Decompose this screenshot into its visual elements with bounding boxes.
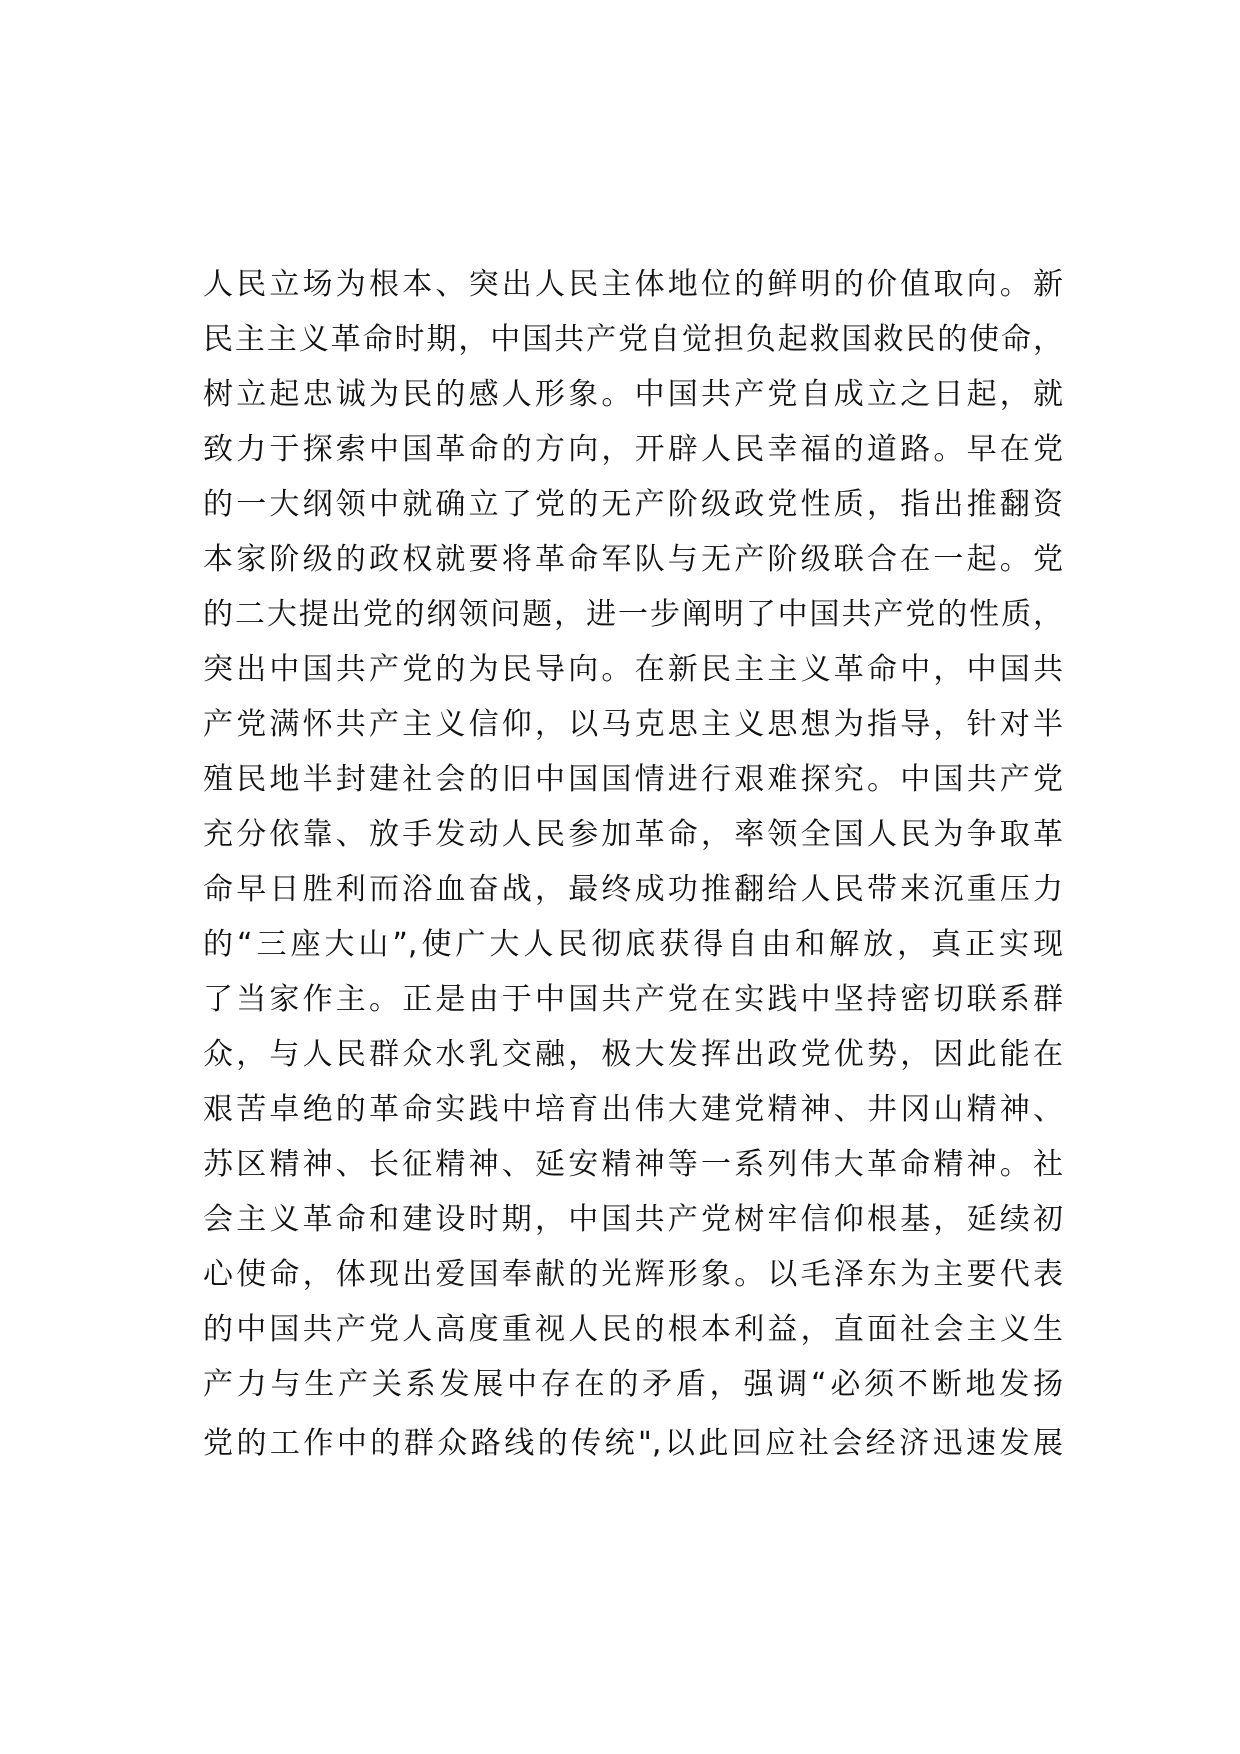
text-line: 的“三座大山”,使广大人民彻底获得自由和解放，真正实现: [203, 927, 1063, 962]
text-line: 致力于探索中国革命的方向，开辟人民幸福的道路。早在党: [203, 432, 1063, 467]
text-line: 党的工作中的群众路线的传统",以此回应社会经济迅速发展: [203, 1426, 1063, 1461]
text-line: 产党满怀共产主义信仰，以马克思主义思想为指导，针对半: [203, 707, 1063, 742]
text-line: 殖民地半封建社会的旧中国国情进行艰难探究。中国共产党: [203, 762, 1063, 797]
text-line: 本家阶级的政权就要将革命军队与无产阶级联合在一起。党: [203, 542, 1063, 577]
text-line: 了当家作主。正是由于中国共产党在实践中坚持密切联系群: [203, 982, 1063, 1017]
text-line: 的中国共产党人高度重视人民的根本利益，直面社会主义生: [203, 1312, 1063, 1347]
text-line: 心使命，体现出爱国奉献的光辉形象。以毛泽东为主要代表: [203, 1257, 1063, 1292]
text-line: 会主义革命和建设时期，中国共产党树牢信仰根基，延续初: [203, 1202, 1063, 1237]
text-line: 艰苦卓绝的革命实践中培育出伟大建党精神、井冈山精神、: [203, 1092, 1063, 1127]
text-line: 突出中国共产党的为民导向。在新民主主义革命中，中国共: [203, 652, 1063, 687]
text-line: 的二大提出党的纲领问题，进一步阐明了中国共产党的性质，: [203, 597, 1063, 632]
text-line: 树立起忠诚为民的感人形象。中国共产党自成立之日起，就: [203, 377, 1063, 412]
text-line: 产力与生产关系发展中存在的矛盾，强调“必须不断地发扬: [203, 1367, 1063, 1402]
text-line: 的一大纲领中就确立了党的无产阶级政党性质，指出推翻资: [203, 487, 1063, 522]
text-line: 众，与人民群众水乳交融，极大发挥出政党优势，因此能在: [203, 1037, 1063, 1072]
body-text: [203, 263, 1063, 1477]
text-line: 充分依靠、放手发动人民参加革命，率领全国人民为争取革: [203, 817, 1063, 852]
text-line: 苏区精神、长征精神、延安精神等一系列伟大革命精神。社: [203, 1147, 1063, 1182]
text-line: 人民立场为根本、突出人民主体地位的鲜明的价值取向。新: [203, 267, 1063, 302]
text-line: 命早日胜利而浴血奋战，最终成功推翻给人民带来沉重压力: [203, 872, 1063, 907]
text-line: 民主主义革命时期，中国共产党自觉担负起救国救民的使命，: [203, 322, 1063, 357]
